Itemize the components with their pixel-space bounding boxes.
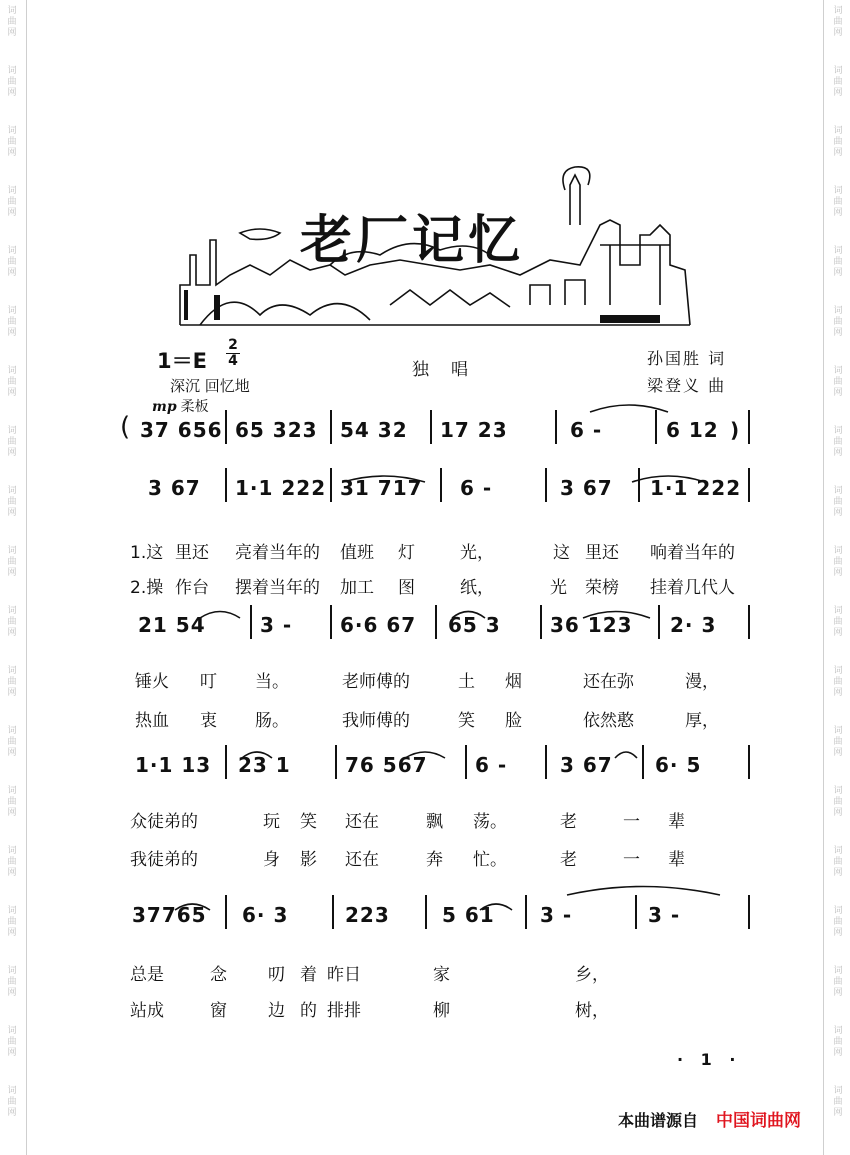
note-group: 37 656: [140, 418, 223, 442]
watermark-text: 词 曲 网: [7, 606, 17, 638]
bar-line: [332, 895, 334, 929]
lyric-word: 老: [560, 850, 577, 870]
note-group: 3 67: [148, 476, 201, 500]
lyric-word: 柳: [433, 1001, 450, 1021]
lyric-word: 肠。: [255, 711, 289, 731]
lyric-word: 响着当年的: [650, 543, 735, 563]
lyric-word: 奔: [426, 850, 443, 870]
note-group: 3 67: [560, 476, 613, 500]
lyric-word: 老师傅的: [342, 672, 410, 692]
watermark-text: 词 曲 网: [833, 126, 843, 158]
bar-line: [748, 745, 750, 779]
note-group: 31 717: [340, 476, 423, 500]
bar-line: [545, 745, 547, 779]
bar-line: [330, 605, 332, 639]
watermark-text: 词 曲 网: [833, 486, 843, 518]
bar-line: [440, 468, 442, 502]
watermark-text: 词 曲 网: [7, 906, 17, 938]
bar-line: [748, 410, 750, 444]
watermark-text: 词 曲 网: [833, 906, 843, 938]
watermark-text: 词 曲 网: [7, 306, 17, 338]
note-group: 65 323: [235, 418, 318, 442]
watermark-text: 词 曲 网: [833, 6, 843, 38]
lyric-word: 边: [268, 1001, 285, 1021]
lyricist-credit: 孙国胜 词: [647, 349, 727, 368]
lyric-word: 2.操: [130, 578, 164, 598]
lyric-word: 里还: [175, 543, 209, 563]
lyric-word: 加工: [340, 578, 374, 598]
watermark-text: 词 曲 网: [833, 246, 843, 278]
watermark-text: 词 曲 网: [833, 546, 843, 578]
note-group: 3 -: [540, 903, 573, 927]
bar-line: [555, 410, 557, 444]
lyric-word: 还在弥: [583, 672, 634, 692]
note-group: 37765: [132, 903, 207, 927]
watermark-text: 词 曲 网: [7, 426, 17, 458]
note-group: 1·1 13: [135, 753, 212, 777]
bar-line: [435, 605, 437, 639]
note-group: 3 67: [560, 753, 613, 777]
lyric-word: 叮: [200, 672, 217, 692]
lyric-word: 辈: [668, 850, 685, 870]
bar-line: [225, 745, 227, 779]
lyric-word: 家: [433, 965, 450, 985]
song-title: 老厂记忆: [300, 211, 525, 271]
bar-line: [225, 410, 227, 444]
lyric-word: 里还: [585, 543, 619, 563]
watermark-text: 词 曲 网: [833, 426, 843, 458]
note-group: 6· 3: [242, 903, 289, 927]
lyric-word: 灯: [398, 543, 415, 563]
bar-line: [330, 410, 332, 444]
lyric-word: 厚，: [685, 711, 719, 731]
bar-line: [642, 745, 644, 779]
lyric-word: 1.这: [130, 543, 164, 563]
lyric-word: 还在: [345, 850, 379, 870]
watermark-text: 词 曲 网: [833, 366, 843, 398]
source-brand: 中国词曲网: [716, 1111, 802, 1131]
watermark-text: 词 曲 网: [833, 306, 843, 338]
watermark-text: 词 曲 网: [833, 726, 843, 758]
lyric-word: 叨: [268, 965, 285, 985]
source-label: 本曲谱源自: [618, 1111, 699, 1130]
watermark-text: 词 曲 网: [833, 846, 843, 878]
watermark-text: 词 曲 网: [833, 666, 843, 698]
lyric-word: 纸，: [460, 578, 494, 598]
bar-line: [748, 605, 750, 639]
note-group: 3 -: [260, 613, 293, 637]
lyric-word: 烟: [505, 672, 522, 692]
watermark-text: 词 曲 网: [833, 1086, 843, 1118]
lyric-word: 一: [623, 850, 640, 870]
lyric-word: 热血: [135, 711, 169, 731]
bar-line: [430, 410, 432, 444]
note-group: 23 1: [238, 753, 291, 777]
lyric-word: 一: [623, 812, 640, 832]
lyric-word: 光，: [460, 543, 494, 563]
note-group: 6 -: [570, 418, 603, 442]
bar-line: [425, 895, 427, 929]
watermark-text: 词 曲 网: [7, 126, 17, 158]
lyric-word: 我师傅的: [342, 711, 410, 731]
watermark-text: 词 曲 网: [7, 846, 17, 878]
time-signature-top: 2: [228, 337, 238, 353]
lyric-word: 笑: [458, 711, 475, 731]
watermark-text: 词 曲 网: [7, 486, 17, 518]
bar-line: [225, 895, 227, 929]
lyric-word: 值班: [340, 543, 374, 563]
lyric-word: 辈: [668, 812, 685, 832]
note-group: 54 32: [340, 418, 408, 442]
lyric-word: 身: [263, 850, 280, 870]
bar-line: [465, 745, 467, 779]
lyric-word: 光: [550, 578, 567, 598]
lyric-word: 我徒弟的: [130, 850, 198, 870]
lyric-word: 站成: [130, 1001, 164, 1021]
bar-line: [335, 745, 337, 779]
note-group: 223: [345, 903, 390, 927]
bar-line: [545, 468, 547, 502]
note-group: 36 123: [550, 613, 633, 637]
lyric-word: 摆着当年的: [235, 578, 320, 598]
bar-line: [658, 605, 660, 639]
lyric-word: 着: [300, 965, 317, 985]
lyric-word: 荣榜: [585, 578, 619, 598]
performance-form: 独唱: [412, 360, 490, 380]
time-signature: [226, 338, 240, 369]
lyric-word: 土: [458, 672, 475, 692]
lyric-word: 影: [300, 850, 317, 870]
note-group: 1·1 222: [235, 476, 327, 500]
notation-row: [130, 745, 760, 789]
bar-line: [250, 605, 252, 639]
slur: [567, 887, 720, 896]
source-note: [618, 1106, 801, 1131]
lyric-word: 锤火: [135, 672, 169, 692]
tempo-mark: 柔板: [180, 399, 209, 415]
bar-line: [748, 895, 750, 929]
bar-line: [540, 605, 542, 639]
page-number: · 1 ·: [677, 1050, 742, 1069]
watermark-text: 词 曲 网: [833, 786, 843, 818]
composer-credit: 梁登义 曲: [647, 376, 727, 395]
note-group: 17 23: [440, 418, 508, 442]
lyric-word: 作台: [175, 578, 209, 598]
lyric-word: 漫，: [685, 672, 719, 692]
watermark-text: 词 曲 网: [833, 186, 843, 218]
note-group: ): [730, 418, 741, 442]
note-group: 6 -: [475, 753, 508, 777]
bar-line: [635, 895, 637, 929]
lyric-word: 窗: [210, 1001, 227, 1021]
lyric-word: 排排: [327, 1001, 361, 1021]
lyric-word: 图: [398, 578, 415, 598]
notation-row: [130, 605, 760, 649]
lyric-word: 飘: [426, 812, 443, 832]
watermark-text: 词 曲 网: [833, 66, 843, 98]
bar-line: [525, 895, 527, 929]
lyric-word: 当。: [255, 672, 289, 692]
lyric-word: 荡。: [473, 812, 507, 832]
bar-line: [655, 410, 657, 444]
lyric-word: 总是: [130, 965, 164, 985]
lyric-word: 依然憨: [583, 711, 634, 731]
key-signature: 1＝E: [157, 349, 207, 373]
lyric-word: 念: [210, 965, 227, 985]
mood-marking: 深沉 回忆地: [170, 377, 250, 395]
watermark-text: 词 曲 网: [7, 66, 17, 98]
lyric-word: 玩: [263, 812, 280, 832]
watermark-text: 词 曲 网: [7, 6, 17, 38]
notation-row: [130, 895, 760, 939]
watermark-text: 词 曲 网: [833, 1026, 843, 1058]
note-group: 21 54: [138, 613, 206, 637]
open-parenthesis: (: [120, 412, 131, 442]
lyric-word: 的: [300, 1001, 317, 1021]
note-group: 6·6 67: [340, 613, 417, 637]
watermark-text: 词 曲 网: [7, 966, 17, 998]
lyric-word: 笑: [300, 812, 317, 832]
note-group: 5 61: [442, 903, 495, 927]
watermark-text: 词 曲 网: [7, 786, 17, 818]
lyric-word: 树，: [575, 1001, 609, 1021]
time-signature-bottom: 4: [226, 353, 240, 369]
note-group: 6· 5: [655, 753, 702, 777]
watermark-text: 词 曲 网: [7, 726, 17, 758]
watermark-text: 词 曲 网: [7, 246, 17, 278]
note-group: 6 12: [666, 418, 719, 442]
note-group: 65 3: [448, 613, 501, 637]
lyric-word: 还在: [345, 812, 379, 832]
lyric-word: 衷: [200, 711, 217, 731]
bar-line: [225, 468, 227, 502]
notation-row: [130, 468, 760, 512]
watermark-text: 词 曲 网: [7, 666, 17, 698]
lyric-word: 挂着几代人: [650, 578, 735, 598]
lyric-word: 亮着当年的: [235, 543, 320, 563]
watermark-text: 词 曲 网: [7, 1086, 17, 1118]
bar-line: [330, 468, 332, 502]
note-group: 1·1 222: [650, 476, 742, 500]
lyric-word: 老: [560, 812, 577, 832]
lyric-word: 这: [553, 543, 570, 563]
dynamic-mark: mp: [152, 399, 177, 415]
lyric-word: 乡，: [575, 965, 609, 985]
watermark-text: 词 曲 网: [833, 606, 843, 638]
note-group: 2· 3: [670, 613, 717, 637]
note-group: 76 567: [345, 753, 428, 777]
lyric-word: 昨日: [327, 965, 361, 985]
note-group: 3 -: [648, 903, 681, 927]
lyric-word: 忙。: [473, 850, 507, 870]
watermark-text: 词 曲 网: [7, 546, 17, 578]
bar-line: [638, 468, 640, 502]
note-group: 6 -: [460, 476, 493, 500]
watermark-text: 词 曲 网: [7, 366, 17, 398]
watermark-text: 词 曲 网: [7, 186, 17, 218]
notation-row: [120, 410, 760, 454]
watermark-text: 词 曲 网: [7, 1026, 17, 1058]
lyric-word: 脸: [505, 711, 522, 731]
bar-line: [748, 468, 750, 502]
watermark-text: 词 曲 网: [833, 966, 843, 998]
lyric-word: 众徒弟的: [130, 812, 198, 832]
